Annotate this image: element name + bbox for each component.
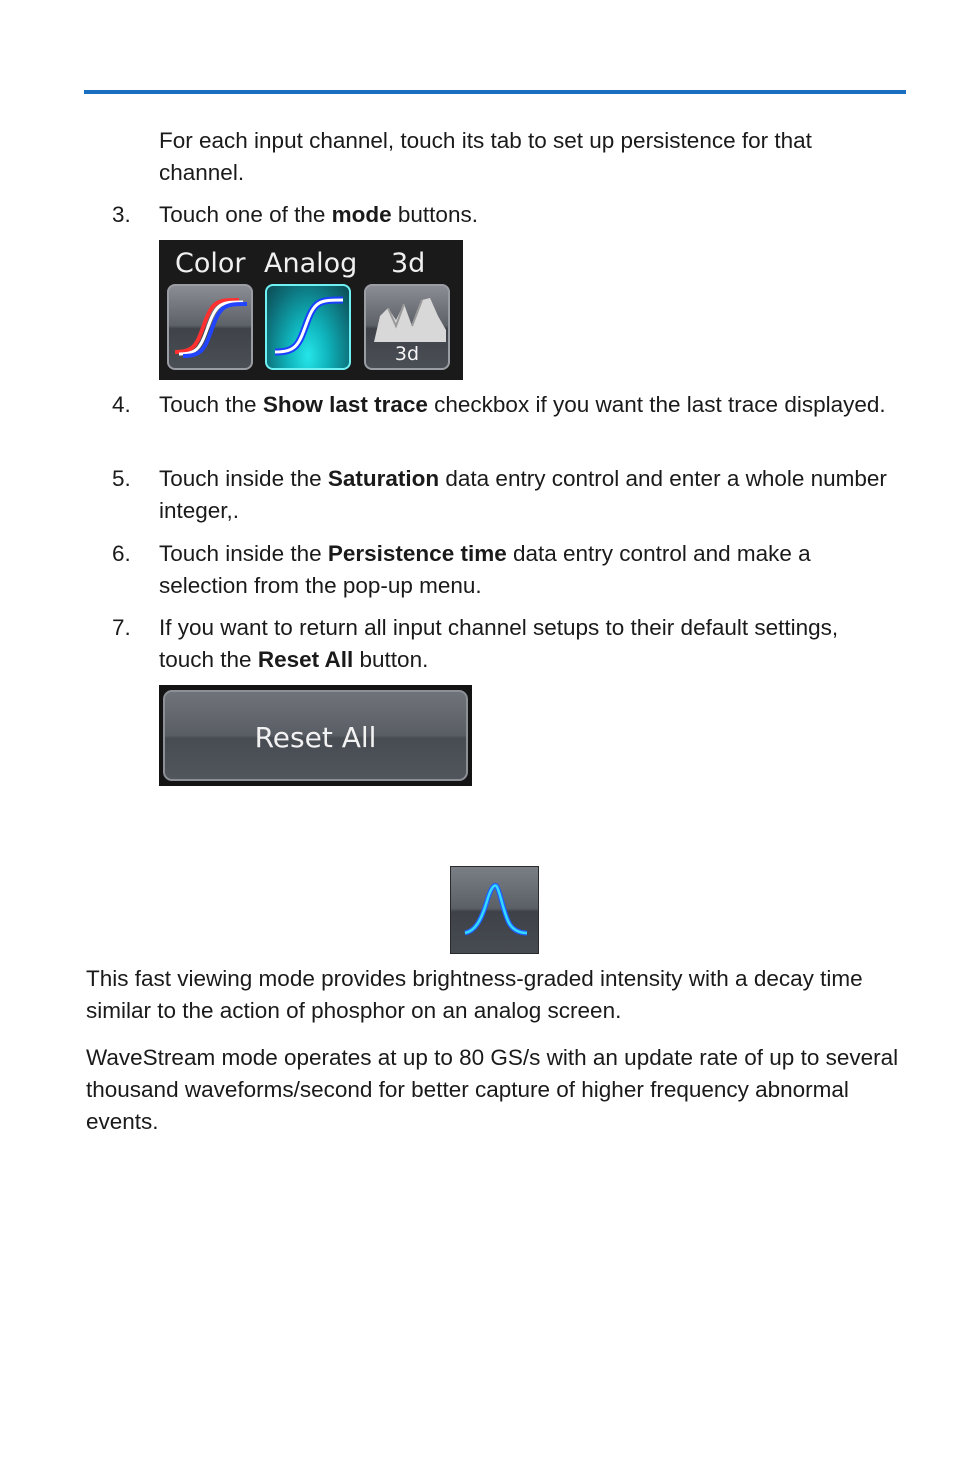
header-rule — [84, 90, 906, 94]
3d-button-caption: 3d — [394, 343, 420, 365]
intro-text: For each input channel, touch its tab to set up persistence for that channel. — [159, 128, 812, 185]
reset-all-button[interactable]: Reset All — [163, 690, 468, 781]
step-number: 7. — [112, 615, 131, 640]
step-text: Touch inside the Saturation data entry control and enter a whole number integer,. — [159, 466, 887, 523]
paragraph-wavestream: WaveStream mode operates at up to 80 GS/s with an update rate of up to several thousand waveforms/second for better capture of higher frequency abnormal events. — [86, 1045, 899, 1134]
analog-mode-button[interactable] — [265, 284, 351, 370]
step-text: Touch one of the mode buttons. — [159, 202, 478, 227]
step-number: 3. — [112, 202, 131, 227]
3d-mode-button[interactable] — [364, 284, 450, 370]
color-persistence-icon — [169, 286, 253, 370]
mode-button-panel — [159, 240, 463, 380]
reset-all-image — [159, 685, 472, 786]
mode-label-3d: 3d — [391, 248, 426, 279]
mode-label-color: Color — [175, 248, 246, 279]
step-text: Touch the Show last trace checkbox if you want the last trace displayed. — [159, 392, 886, 417]
step-number: 5. — [112, 466, 131, 491]
step-text: Touch inside the Persistence time data entry control and make a selection from the pop-up menu. — [159, 541, 811, 598]
color-mode-button[interactable] — [167, 284, 253, 370]
paragraph-fast-viewing: This fast viewing mode provides brightness-graded intensity with a decay time similar to the action of phosphor on an analog screen. — [86, 966, 863, 1023]
step-number: 6. — [112, 541, 131, 566]
wavestream-icon — [450, 866, 539, 954]
step-number: 4. — [112, 392, 131, 417]
analog-persistence-icon — [267, 286, 351, 370]
step-text: If you want to return all input channel setups to their default settings, touch the Reset All button. — [159, 615, 839, 672]
mode-label-analog: Analog — [264, 248, 358, 279]
